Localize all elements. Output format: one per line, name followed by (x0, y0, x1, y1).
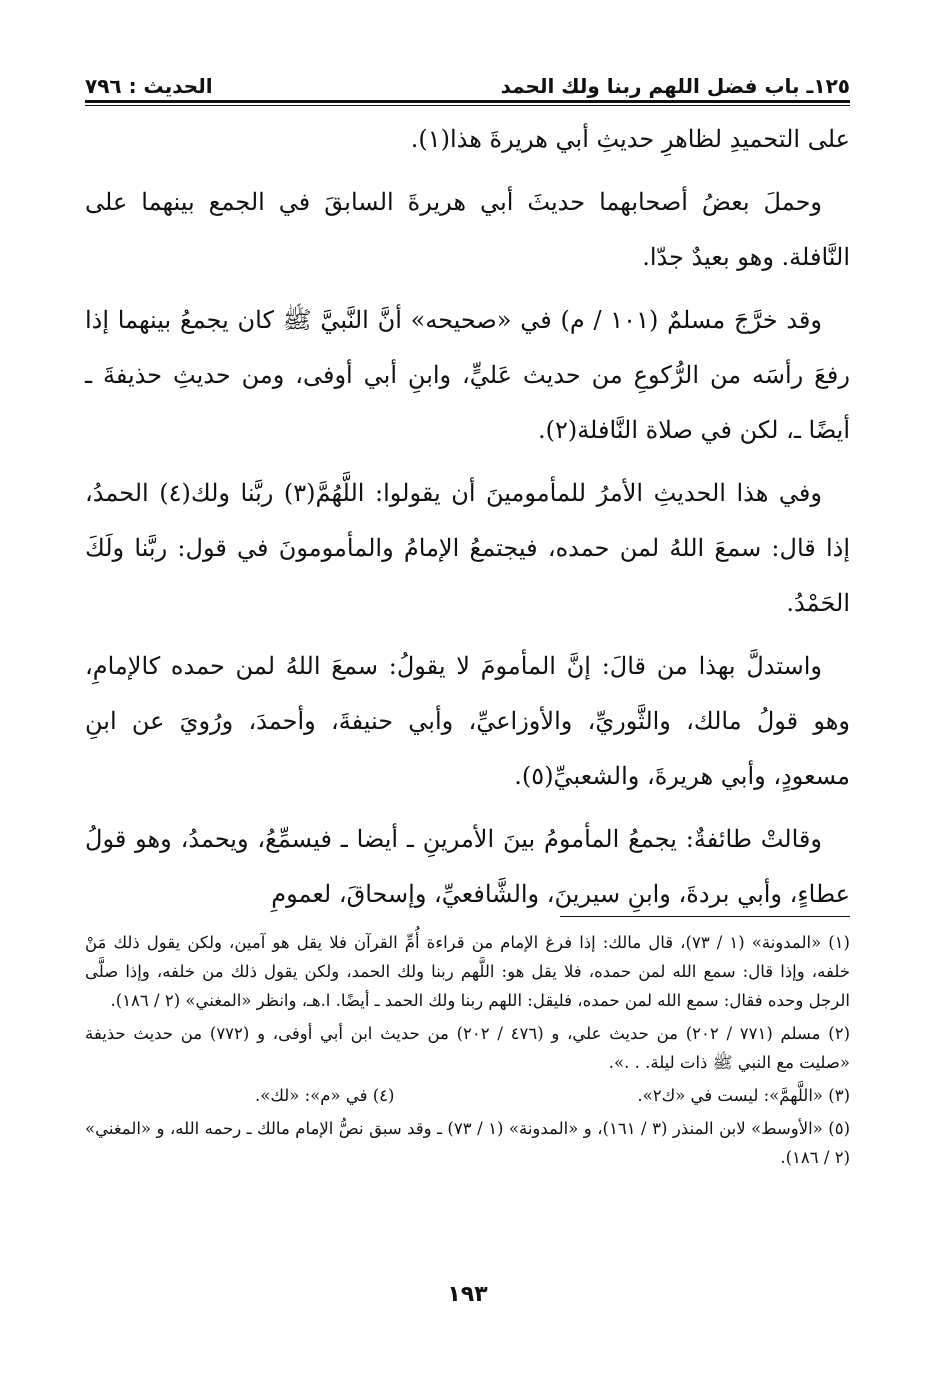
footnotes (85, 928, 850, 1176)
paragraph: واستدلَّ بهذا من قالَ: إنَّ المأمومَ لا يقولُ: سمعَ اللهُ لمن حمده كالإمامِ، وهو قولُ مالك، والثَّوريِّ، والأوزاعيِّ، وأبي حنيفةَ، وأحمدَ، ورُويَ عن ابنِ مسعودٍ، وأبي هريرةَ، والشعبيِّ(٥). (85, 652, 850, 790)
footnote-1: (١) «المدونة» (١ / ٧٣)، قال مالك: إذا فرغ الإمام من قراءة أُمِّ القرآن فلا يقل هو آمين، ولكن يقول ذلك مَنْ خلفه، وإذا قال: سمع الله لمن حمده، فلا يقل هو: اللَّهم ربنا ولك الحمد، ولكن يقول ذلك من خلفه، وإذا صلَّى الرجل وحده فقال: سمع الله لمن حمده، فليقل: اللهم ربنا ولك الحمد ـ أيضًا. ا.هـ، وانظر «المغني» (٢ / ١٨٦). (85, 933, 850, 1010)
footnote-separator (560, 916, 850, 917)
running-header (85, 62, 850, 98)
page-number: ١٩٣ (447, 1282, 488, 1307)
footnote-5: (٥) «الأوسط» لابن المنذر (٣ / ١٦١)، و «المدونة» (١ / ٧٣) ـ وقد سبق نصُّ الإمام مالك ـ رحمه الله، و «المغني» (٢ / ١٨٦). (85, 1119, 850, 1167)
paragraph: وفي هذا الحديثِ الأمرُ للمأمومينَ أن يقولوا: اللَّهُمَّ(٣) ربَّنا ولك(٤) الحمدُ، إذا قال: سمعَ اللهُ لمن حمده، فيجتمعُ الإمامُ والمأمومونَ في قول: ربَّنا ولَكَ الحَمْدُ. (85, 479, 850, 617)
chapter-title: ١٢٥ـ باب فضل اللهم ربنا ولك الحمد (500, 74, 850, 98)
hadith-number: الحديث : ٧٩٦ (85, 74, 213, 98)
paragraph: على التحميدِ لظاهرِ حديثِ أبي هريرةَ هذا(١). (410, 125, 850, 153)
footnote-4: (٤) في «م»: «لك». (255, 1086, 395, 1105)
header-rule (85, 100, 850, 106)
footnote-row (85, 1081, 850, 1110)
paragraph: وقد خرَّجَ مسلمٌ (١٠١ / م) في «صحيحه» أنَّ النَّبيَّ ﷺ كان يجمعُ بينهما إذا رفعَ رأسَه من الرُّكوعِ من حديث عَليٍّ، وابنِ أبي أوفى، ومن حديثِ حذيفةَ ـ أيضًا ـ، لكن في صلاة النَّافلة(٢). (85, 306, 850, 444)
paragraph: وحملَ بعضُ أصحابهما حديثَ أبي هريرةَ السابقَ في الجمع بينهما على النَّافلة. وهو بعيدٌ جدّا. (85, 188, 850, 271)
footnote-2: (٢) مسلم (٧٧١ / ٢٠٢) من حديث علي، و (٤٧٦ / ٢٠٢) من حديث ابن أبي أوفى، و (٧٧٢) من حديث حذيفة «صليت مع النبي ﷺ ذات ليلة. . .». (85, 1024, 850, 1072)
footnote-3: (٣) «اللَّهمَّ»: ليست في «ك٢». (637, 1086, 850, 1105)
paragraph: وقالتْ طائفةٌ: يجمعُ المأمومُ بينَ الأمرينِ ـ أيضا ـ فيسمِّعُ، ويحمدُ، وهو قولُ عطاءٍ، وأبي بردةَ، وابنِ سيرينَ، والشَّافعيِّ، وإسحاقَ، لعمومِ (85, 825, 850, 908)
main-text (85, 112, 850, 930)
